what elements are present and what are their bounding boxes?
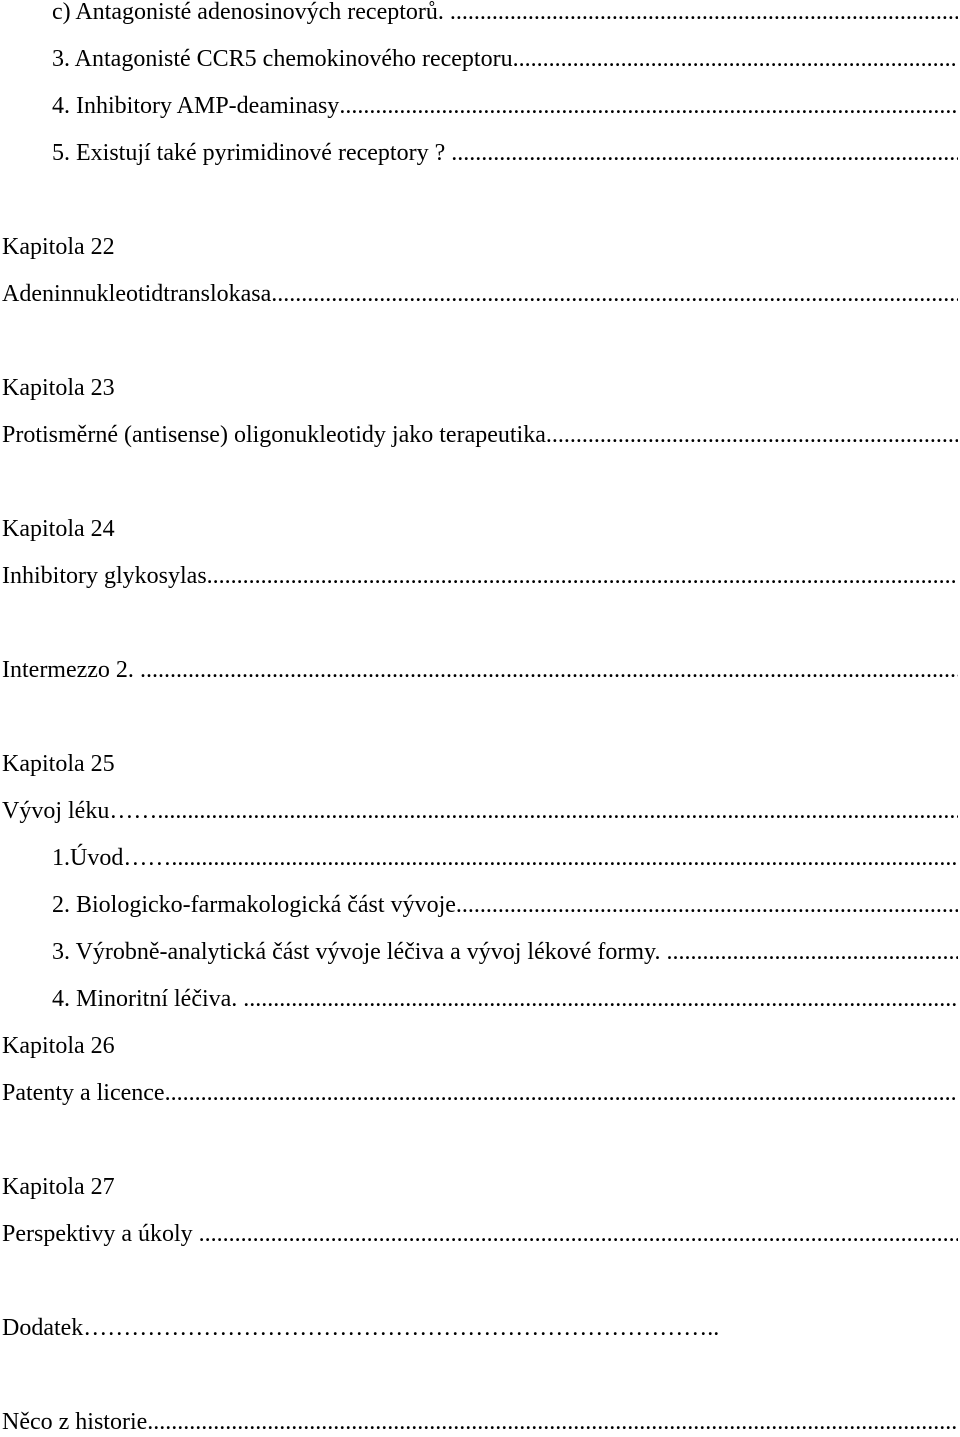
toc-entry-text: 4. Minoritní léčiva.: [52, 986, 244, 1012]
dot-leader: [456, 890, 958, 920]
dot-leader: [513, 44, 958, 74]
toc-entry-perspektivy-a-ukoly[interactable]: [2, 1219, 958, 1249]
chapter-heading-24: [2, 514, 958, 544]
toc-entry-text: 1.Úvod……: [52, 845, 172, 871]
chapter-heading-23: [2, 373, 958, 403]
dot-leader: [140, 655, 958, 685]
toc-entry-inhibitory-amp[interactable]: [52, 91, 958, 121]
toc-entry-minoritni-leciva[interactable]: [52, 984, 958, 1014]
dot-leader: [147, 1407, 958, 1437]
toc-entry-text: Dodatek……………………………………………………………………..: [2, 1315, 720, 1341]
chapter-label: Kapitola 27: [2, 1174, 115, 1200]
toc-entry-text: Intermezzo 2.: [2, 657, 140, 683]
chapter-heading-26: [2, 1031, 958, 1061]
toc-entry-text: Adeninnukleotidtranslokasa: [2, 281, 272, 307]
toc-entry-text: 3. Antagonisté CCR5 chemokinového receptoru: [52, 46, 513, 72]
toc-entry-text: 3. Výrobně-analytická část vývoje léčiva a vývoj lékové formy.: [52, 939, 667, 965]
toc-entry-pyrimidinove-receptory[interactable]: [52, 138, 958, 168]
dot-leader: [450, 0, 958, 27]
chapter-heading-22: [2, 232, 958, 262]
toc-entry-text: 2. Biologicko-farmakologická část vývoje: [52, 892, 456, 918]
dot-leader: [339, 91, 958, 121]
toc-entry-uvod[interactable]: [52, 843, 958, 873]
toc-entry-dodatek[interactable]: [2, 1313, 958, 1343]
toc-entry-biologicko-farmakologicka[interactable]: [52, 890, 958, 920]
dot-leader: [199, 1219, 958, 1249]
toc-entry-text: 5. Existují také pyrimidinové receptory ?: [52, 140, 452, 166]
dot-leader: [171, 843, 958, 873]
toc-entry-vyvoj-leku[interactable]: [2, 796, 958, 826]
chapter-label: Kapitola 24: [2, 516, 115, 542]
chapter-heading-27: [2, 1172, 958, 1202]
toc-entry-vyrobne-analyticka[interactable]: [52, 937, 958, 967]
toc-entry-neco-z-historie[interactable]: [2, 1407, 958, 1437]
toc-entry-text: Patenty a licence: [2, 1080, 165, 1106]
toc-entry-antagoniste-ccr5[interactable]: [52, 44, 958, 74]
toc-entry-text: 4. Inhibitory AMP-deaminasy: [52, 93, 340, 119]
dot-leader: [165, 1078, 958, 1108]
chapter-label: Kapitola 26: [2, 1033, 115, 1059]
chapter-label: Kapitola 22: [2, 234, 115, 260]
toc-entry-text: Vývoj léku……: [2, 798, 158, 824]
toc-entry-text: Inhibitory glykosylas: [2, 563, 207, 589]
toc-entry-text: Protisměrné (antisense) oligonukleotidy jako terapeutika: [2, 422, 546, 448]
toc-entry-antagoniste-adenosinovych[interactable]: [52, 0, 958, 27]
toc-entry-adeninnukleotidtranslokasa[interactable]: [2, 279, 958, 309]
chapter-label: Kapitola 25: [2, 751, 115, 777]
toc-entry-text: c) Antagonisté adenosinových receptorů.: [52, 0, 450, 25]
dot-leader: [271, 279, 958, 309]
dot-leader: [666, 937, 958, 967]
dot-leader: [451, 138, 958, 168]
dot-leader: [207, 561, 958, 591]
dot-leader: [157, 796, 958, 826]
dot-leader: [243, 984, 958, 1014]
toc-entry-patenty-a-licence[interactable]: [2, 1078, 958, 1108]
toc-entry-text: Něco z historie: [2, 1409, 148, 1435]
dot-leader: [546, 420, 958, 450]
toc-entry-text: Perspektivy a úkoly: [2, 1221, 199, 1247]
chapter-heading-25: [2, 749, 958, 779]
chapter-label: Kapitola 23: [2, 375, 115, 401]
toc-entry-antisense[interactable]: [2, 420, 958, 450]
toc-entry-inhibitory-glykosylas[interactable]: [2, 561, 958, 591]
toc-entry-intermezzo-2[interactable]: [2, 655, 958, 685]
